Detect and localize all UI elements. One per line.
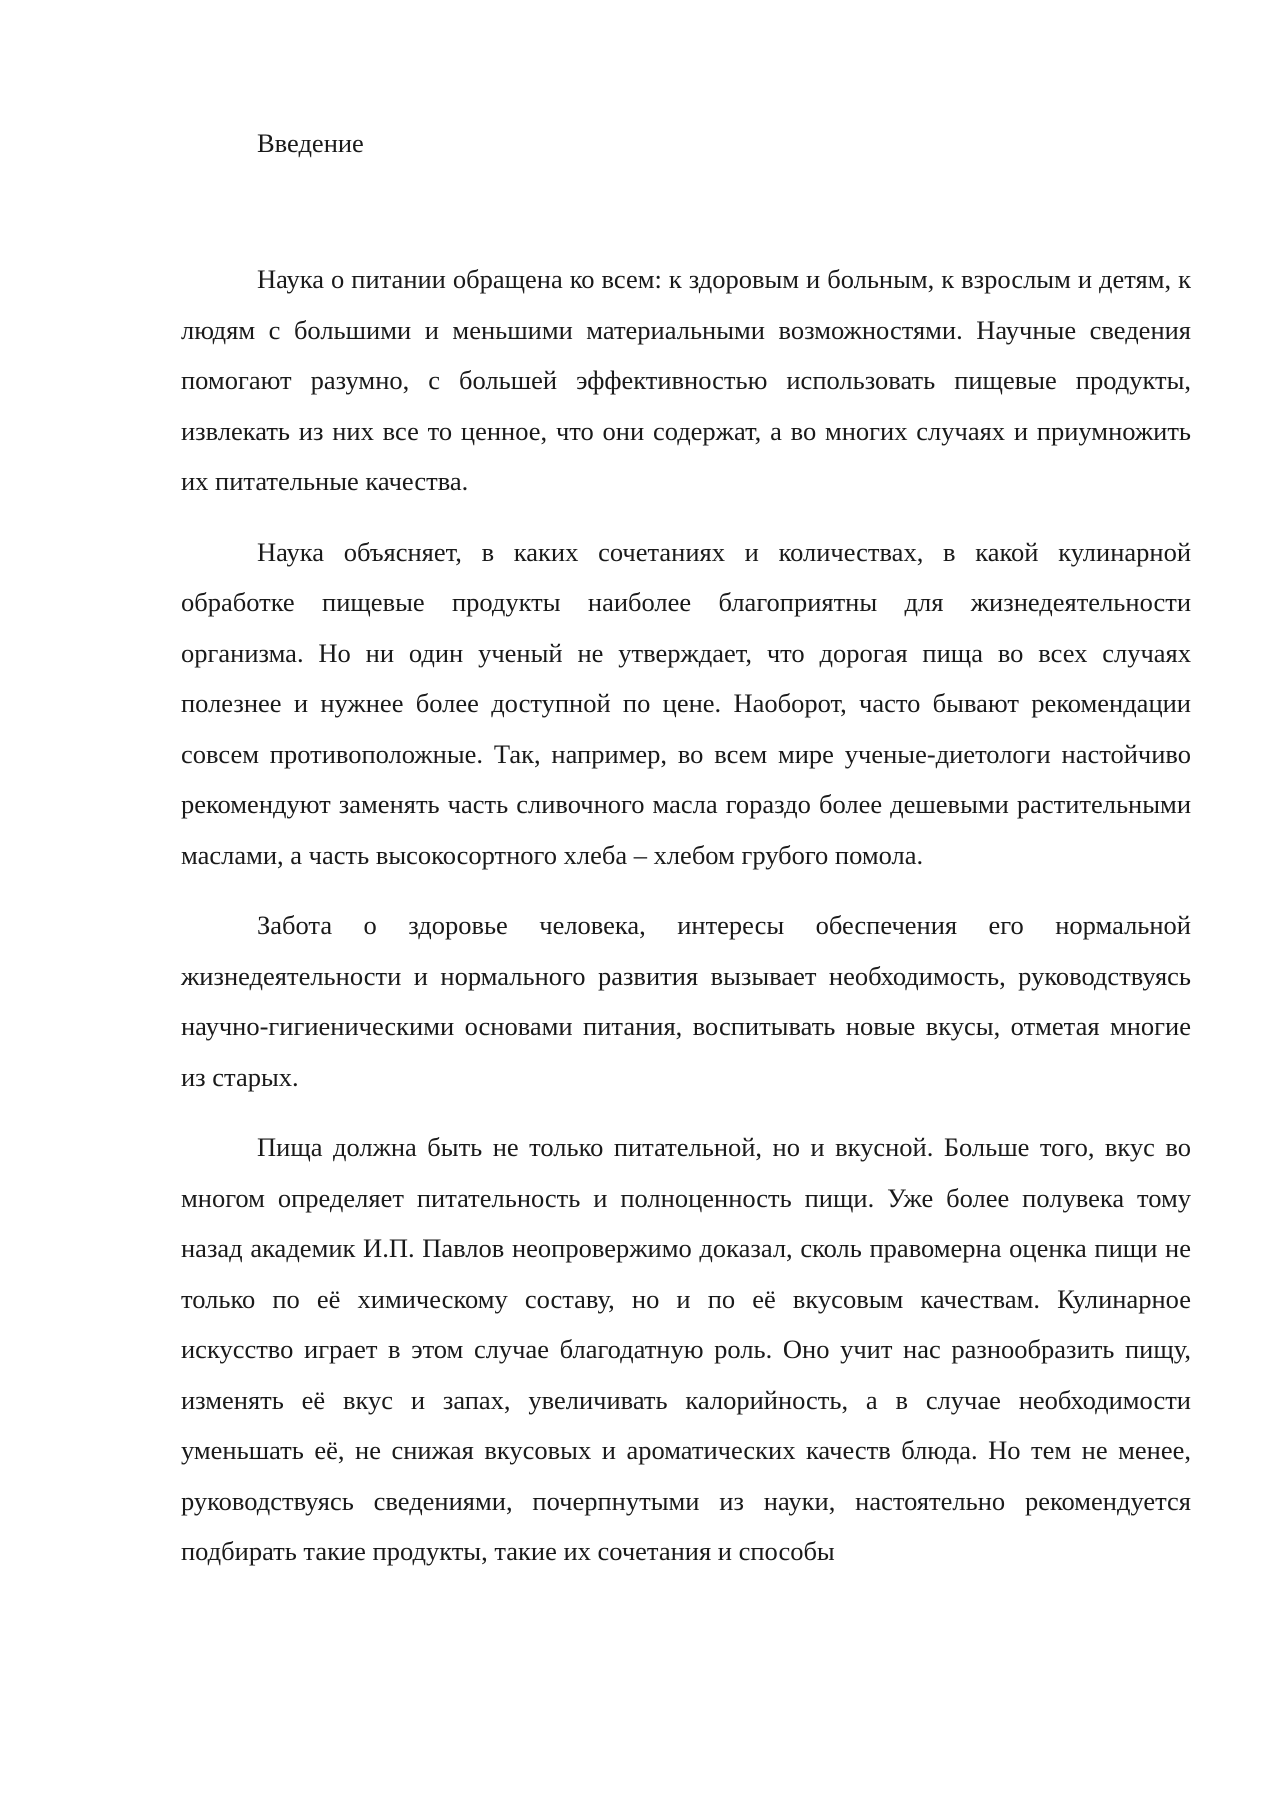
paragraph-2: Наука объясняет, в каких сочетаниях и количествах, в какой кулинарной обработке пищевые продукты наиболее благоприятны для жизнедеятельности организма. Но ни один ученый не утверждает, что дорогая пища во всех случаях полезнее и нужнее более доступной по цене. Наоборот, часто бывают рекомендации совсем противоположные. Так, например, во всем мире ученые-диетологи настойчиво рекомендуют заменять часть сливочного масла гораздо более дешевыми растительными маслами, а часть высокосортного хлеба – хлебом грубого помола. [181,536,1191,870]
paragraph-1: Наука о питании обращена ко всем: к здоровым и больным, к взрослым и детям, к людям с большими и меньшими материальными возможностями. Научные сведения помогают разумно, с большей эффективностью использовать пищевые продукты, извлекать из них все то ценное, что они содержат, а во многих случаях и приумножить их питательные качества. [181,264,1191,496]
section-heading: Введение [257,128,364,158]
paragraph-4: Пища должна быть не только питательной, но и вкусной. Больше того, вкус во многом определяет питательность и полноценность пищи. Уже более полувека тому назад академик И.П. Павлов неопровержимо доказал, сколь правомерна оценка пищи не только по её химическому составу, но и по её вкусовым качествам. Кулинарное искусство играет в этом случае благодатную роль. Оно учит нас разнообразить пищу, изменять её вкус и запах, увеличивать калорийность, а в случае необходимости уменьшать её, не снижая вкусовых и ароматических качеств блюда. Но тем не менее, руководствуясь сведениями, почерпнутыми из науки, настоятельно рекомендуется подбирать такие продукты, такие их сочетания и способы [181,1132,1191,1566]
document-content [181,118,1191,1597]
body-text [181,254,1191,1577]
paragraph-3: Забота о здоровье человека, интересы обеспечения его нормальной жизнедеятельности и нормального развития вызывает необходимость, руководствуясь научно-гигиеническими основами питания, воспитывать новые вкусы, отметая многие из старых. [181,910,1191,1092]
